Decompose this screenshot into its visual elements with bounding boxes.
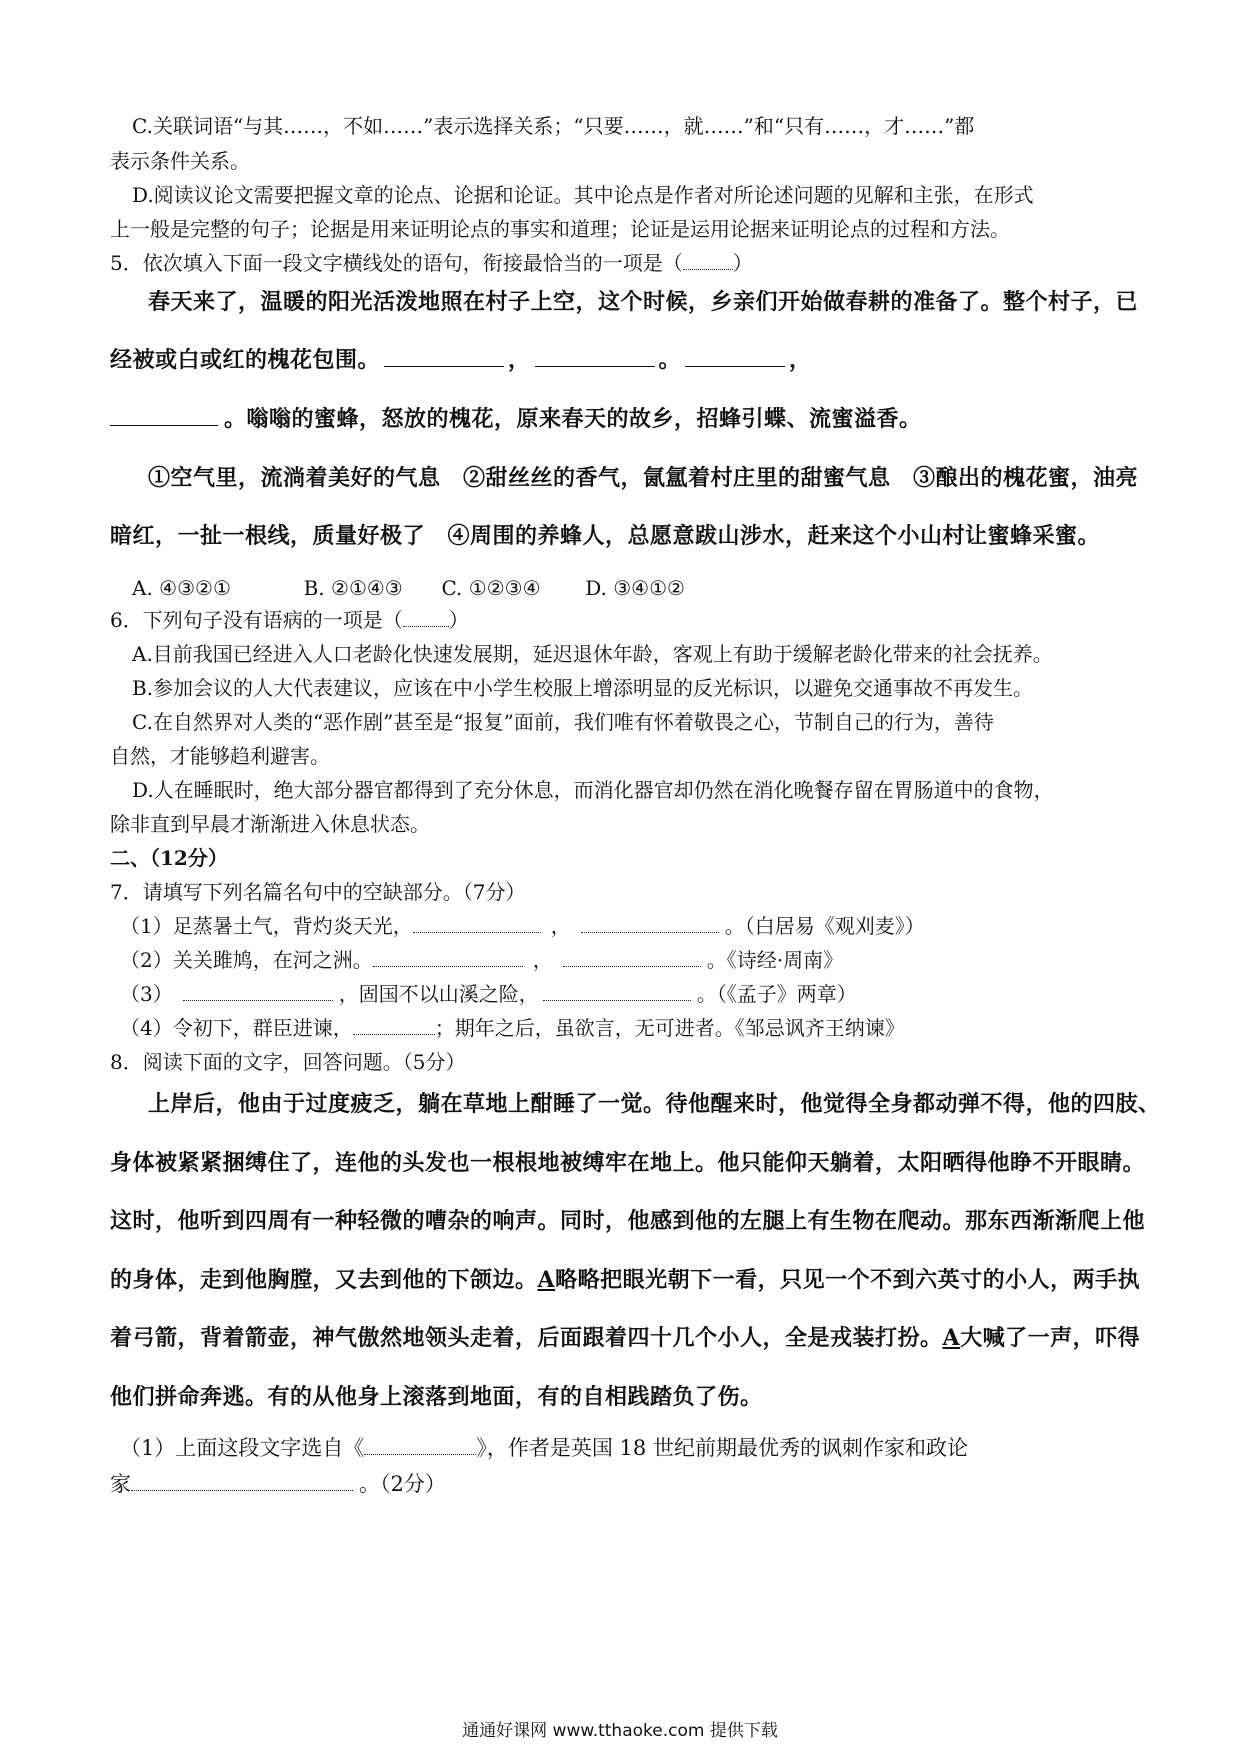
q6-option-c-line1: C.在自然界对人类的“恶作剧”甚至是“报复”面前，我们唯有怀着敬畏之心，节制自己的行为，善待 (132, 710, 994, 734)
q7-blank-1b[interactable] (581, 912, 719, 933)
q8-passage-line3: 这时，他听到四周有一种轻微的嘈杂的响声。同时，他感到他的左腿上有生物在爬动。那东西渐渐爬上他 (110, 1208, 1146, 1234)
q6-option-b: B.参加会议的人大代表建议，应该在中小学生校服上增添明显的反光标识，以避免交通事故不再发生。 (132, 676, 1034, 700)
q5-passage-line3 (110, 405, 922, 433)
q8-mark-a-2: A (942, 1325, 961, 1351)
q8-sub1-rest: 》，作者是英国 18 世纪前期最优秀的讽刺作家和政论 (476, 1436, 968, 1460)
q8-stem: 8．阅读下面的文字，回答问题。（5分） (110, 1050, 466, 1074)
q5-stem (110, 249, 753, 277)
q5-passage-line1: 春天来了，温暖的阳光活泼地照在村子上空，这个时候，乡亲们开始做春耕的准备了。整个村子，已 (148, 289, 1139, 315)
q7-item-3-mid: ，固国不以山溪之险， (338, 982, 539, 1006)
q5-comma-2: ， (789, 347, 812, 373)
q8-passage-line4 (110, 1266, 1140, 1294)
q8-passage-line6: 他们拼命奔逃。有的从他身上滚落到地面，有的自相践踏负了伤。 (110, 1384, 763, 1410)
q8-sub1-line2-rest: 。（2分） (359, 1472, 446, 1496)
q7-blank-2b[interactable] (563, 946, 701, 967)
page-footer: 通通好课网 www.tthaoke.com 提供下载 (462, 1721, 778, 1741)
q7-blank-3a[interactable] (183, 980, 333, 1001)
q5-options-line1: ①空气里，流淌着美好的气息 ②甜丝丝的香气，氤氲着村庄里的甜蜜气息 ③酿出的槐花蜜，油亮 (148, 465, 1139, 491)
q4-option-d-line2: 上一般是完整的句子；论据是用来证明论点的事实和道理；论证是运用论据来证明论点的过程和方法。 (110, 217, 1010, 241)
q8-passage-line2: 身体被紧紧捆缚住了，连他的头发也一根根地被缚牢在地上。他只能仰天躺着，太阳晒得他睁不开眼睛。 (110, 1150, 1146, 1176)
q8-subquestion-1-line2 (110, 1470, 446, 1498)
q4-option-c-line1: C.关联词语“与其……，不如……”表示选择关系；“只要……，就……”和“只有……，才……”都 (132, 114, 975, 138)
q7-item-4 (120, 1014, 905, 1042)
q7-blank-4[interactable] (353, 1014, 435, 1035)
q8-passage-line5 (110, 1324, 1140, 1352)
q6-stem-close: ） (448, 608, 469, 632)
q7-item-3 (120, 980, 857, 1008)
q7-item-1 (120, 912, 925, 940)
q7-stem: 7．请填写下列名篇名句中的空缺部分。（7分） (110, 880, 526, 904)
q7-item-4-text: （4）令初下，群臣进谏， (120, 1016, 353, 1040)
q6-option-d-line1: D.人在睡眠时，绝大部分器官都得到了充分休息，而消化器官却仍然在消化晚餐存留在胃肠道中的食物， (132, 778, 1054, 802)
q5-passage-line2 (110, 346, 812, 374)
q7-item-1-text: （1）足蒸暑土气，背灼炎天光， (120, 914, 413, 938)
q8-passage-line5-rest: 大喊了一声，吓得 (960, 1325, 1141, 1351)
q7-item-2-source: 。《诗经·周南》 (706, 948, 844, 972)
q8-subquestion-1 (120, 1434, 968, 1462)
q7-item-3-source: 。（《孟子》两章） (696, 982, 857, 1006)
q5-passage-end: 。嗡嗡的蜜蜂，怒放的槐花，原来春天的故乡，招蜂引蝶、流蜜溢香。 (224, 406, 922, 432)
q7-blank-3b[interactable] (543, 980, 691, 1001)
q4-option-d-line1: D.阅读议论文需要把握文章的论点、论据和论证。其中论点是作者对所论述问题的见解和主张，在形式 (132, 183, 1034, 207)
q5-blank-3[interactable] (685, 346, 785, 367)
q5-blank-2[interactable] (535, 346, 655, 367)
q5-choice-c[interactable]: C. ①②③④ (441, 576, 541, 600)
q8-sub1-line2-text: 家 (110, 1472, 131, 1496)
q6-option-c-line2: 自然，才能够趋利避害。 (110, 744, 330, 768)
q5-stem-text: 5．依次填入下面一段文字横线处的语句，衔接最恰当的一项是（ (110, 251, 683, 275)
q7-item-2-text: （2）关关雎鸠，在河之洲。 (120, 948, 373, 972)
q7-item-2-sep: ， (532, 948, 553, 972)
q8-mark-a-1: A (537, 1267, 556, 1293)
q6-stem (110, 606, 469, 634)
q7-item-2 (120, 946, 843, 974)
q5-stem-close: ） (732, 251, 753, 275)
q7-item-3-text: （3） (120, 982, 173, 1006)
q5-choice-a[interactable]: A. ④③②① (132, 576, 231, 600)
q8-passage-line5-text: 着弓箭，背着箭壶，神气傲然地领头走着，后面跟着四十几个小人，全是戎装打扮。 (110, 1325, 943, 1351)
q7-item-1-source: 。（白居易《观刈麦》） (724, 914, 925, 938)
q7-blank-1a[interactable] (413, 912, 541, 933)
q5-answer-blank[interactable] (683, 249, 733, 270)
q5-blank-4[interactable] (110, 405, 218, 426)
q5-choice-d[interactable]: D. ③④①② (585, 576, 685, 600)
q5-blank-1[interactable] (384, 346, 504, 367)
q8-passage-line4-rest: 略略把眼光朝下一看，只见一个不到六英寸的小人，两手执 (555, 1267, 1141, 1293)
q7-item-4-rest: ；期年之后，虽欲言，无可进者。《邹忌讽齐王纳谏》 (434, 1016, 905, 1040)
q5-options-line2: 暗红，一扯一根线，质量好极了 ④周围的养蜂人，总愿意跋山涉水，赶来这个小山村让蜜蜂采蜜。 (110, 523, 1101, 549)
q5-period: 。 (658, 347, 682, 373)
q4-option-c-line2: 表示条件关系。 (110, 149, 250, 173)
q5-comma: ， (508, 347, 531, 373)
q6-answer-blank[interactable] (403, 606, 449, 627)
q7-blank-2a[interactable] (373, 946, 523, 967)
section-2-title: 二、（12分） (110, 846, 228, 870)
q8-blank-author[interactable] (131, 1470, 353, 1491)
q6-stem-text: 6．下列句子没有语病的一项是（ (110, 608, 403, 632)
q8-blank-book[interactable] (364, 1434, 476, 1455)
q6-option-a: A.目前我国已经进入人口老龄化快速发展期，延迟退休年龄，客观上有助于缓解老龄化带来的社会抚养。 (132, 642, 1053, 666)
q8-sub1-text: （1）上面这段文字选自《 (120, 1436, 365, 1460)
q5-passage-text: 经被或白或红的槐花包围。 (110, 347, 381, 373)
q6-option-d-line2: 除非直到早晨才渐渐进入休息状态。 (110, 812, 430, 836)
q7-item-1-sep: ， (550, 914, 571, 938)
q8-passage-line1: 上岸后，他由于过度疲乏，躺在草地上酣睡了一觉。待他醒来时，他觉得全身都动弹不得，他的四肢、 (148, 1091, 1161, 1117)
q5-choice-b[interactable]: B. ②①④③ (303, 576, 403, 600)
q8-passage-line4-text: 的身体，走到他胸膛，又去到他的下颌边。 (110, 1267, 538, 1293)
q5-choices (132, 574, 685, 602)
